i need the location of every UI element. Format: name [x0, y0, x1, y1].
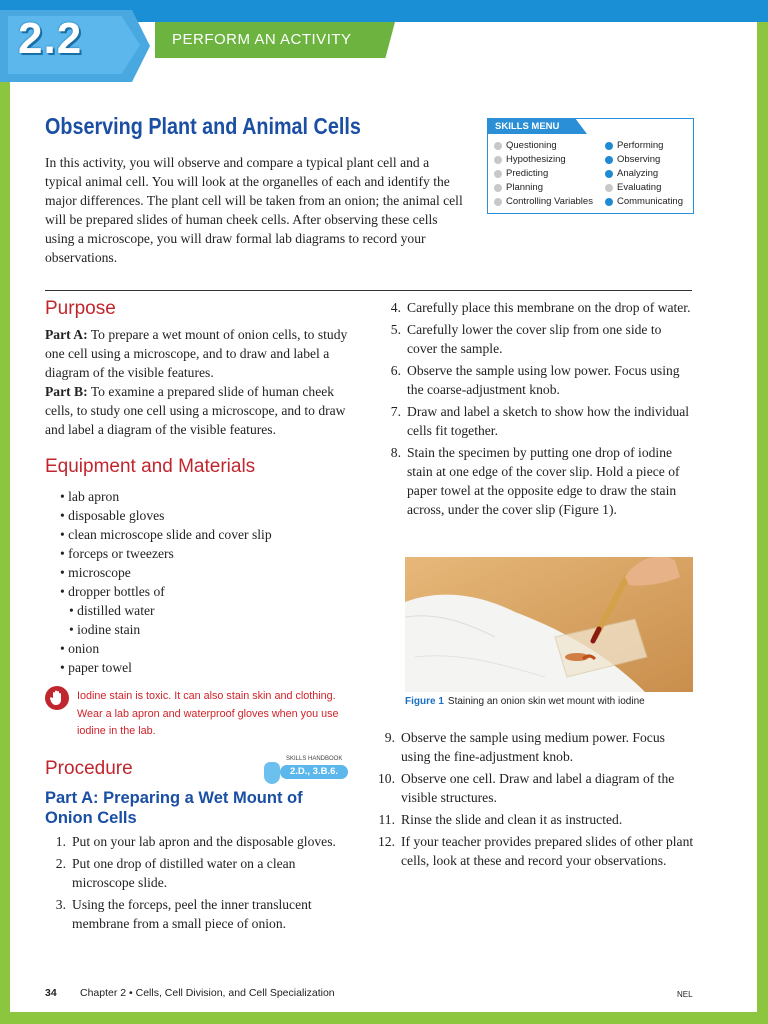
part-b-label: Part B:	[45, 384, 88, 399]
step-text: Carefully lower the cover slip from one side to cover the sample.	[407, 322, 662, 356]
list-item	[46, 832, 356, 851]
list-item	[46, 895, 356, 933]
part-b-text: To examine a prepared slide of human cheek cells, to study one cell using a microscope, and to draw and label a diagram of the visible features.	[45, 384, 346, 437]
step-text: Put on your lab apron and the disposable gloves.	[72, 834, 336, 849]
step-text: Draw and label a sketch to show how the individual cells fit together.	[407, 404, 690, 438]
skill-label: Observing	[617, 154, 661, 165]
list-item: • dropper bottles of	[60, 584, 165, 599]
skills-menu-title: SKILLS MENU	[495, 121, 560, 132]
step-number: 3.	[55, 897, 66, 912]
step-number: 7.	[390, 404, 401, 419]
skill-bullet-icon	[494, 184, 502, 192]
skills-handbook-badge	[262, 756, 350, 786]
step-text: Observe the sample using low power. Focus using the coarse-adjustment knob.	[407, 363, 680, 397]
skill-item	[494, 167, 593, 181]
step-text: Stain the specimen by putting one drop of iodine stain at one edge of the cover slip. Hold a piece of paper towel at the opposite edge to draw the stain across, under the cover slip (Figure 1).	[407, 445, 680, 517]
step-number: 9.	[384, 730, 395, 745]
skill-item	[605, 195, 683, 209]
left-margin-rule	[0, 70, 10, 1024]
skill-bullet-icon	[494, 142, 502, 150]
list-item	[381, 298, 693, 317]
skill-bullet-icon	[605, 198, 613, 206]
purpose-text	[45, 325, 350, 439]
step-text: Put one drop of distilled water on a clean microscope slide.	[72, 856, 296, 890]
list-item	[375, 728, 695, 766]
equipment-heading: Equipment and Materials	[45, 456, 256, 477]
step-number: 8.	[390, 445, 401, 460]
step-number: 2.	[55, 856, 66, 871]
equipment-list	[60, 487, 272, 677]
skill-item	[494, 181, 593, 195]
skill-item	[605, 167, 683, 181]
caution-hand-icon	[45, 686, 69, 710]
procedure-steps-right-bottom	[375, 728, 695, 873]
list-item	[375, 769, 695, 807]
skill-bullet-icon	[605, 170, 613, 178]
list-item	[375, 832, 695, 870]
list-item: • forceps or tweezers	[60, 546, 174, 561]
step-text: Observe the sample using medium power. Focus using the fine-adjustment knob.	[401, 730, 665, 764]
list-item	[381, 320, 693, 358]
figure-label: Figure 1	[405, 696, 444, 707]
skill-item	[605, 139, 683, 153]
list-item: • microscope	[60, 565, 131, 580]
intro-paragraph: In this activity, you will observe and compare a typical plant cell and a typical animal cell. You will look at the organelles of each and identify the major differences. The plant cell will be taken from an onion; the animal cell will be prepared slides of human cheek cells. After observing these cells using a microscope, you will draw formal lab diagrams to record your observations.	[45, 155, 463, 265]
skill-label: Performing	[617, 140, 664, 151]
step-text: If your teacher provides prepared slides of other plant cells, look at these and record your observations.	[401, 834, 694, 868]
publisher-footer: NEL	[677, 990, 693, 999]
step-number: 4.	[390, 300, 401, 315]
step-number: 1.	[55, 834, 66, 849]
step-text: Using the forceps, peel the inner translucent membrane from a small piece of onion.	[72, 897, 312, 931]
skill-label: Controlling Variables	[506, 196, 593, 207]
skill-bullet-icon	[605, 184, 613, 192]
chapter-footer: Chapter 2 • Cells, Cell Division, and Cell Specialization	[80, 987, 335, 999]
part-a-label: Part A:	[45, 327, 88, 342]
bottom-margin-rule	[0, 1012, 768, 1024]
skills-column-right	[605, 139, 683, 209]
bottle-icon	[264, 762, 280, 784]
skill-label: Evaluating	[617, 182, 662, 193]
step-number: 6.	[390, 363, 401, 378]
section-divider	[45, 290, 692, 291]
list-item	[381, 402, 693, 440]
skill-label: Hypothesizing	[506, 154, 566, 165]
skills-handbook-ref: 2.D., 3.B.6.	[280, 765, 348, 779]
skill-label: Analyzing	[617, 168, 659, 179]
list-item	[381, 443, 693, 519]
list-item: • iodine stain	[69, 622, 141, 637]
step-number: 12.	[378, 834, 395, 849]
part-a-text: To prepare a wet mount of onion cells, to study one cell using a microscope, and to draw and label a diagram of the visible features.	[45, 327, 348, 380]
list-item: • clean microscope slide and cover slip	[60, 527, 272, 542]
page-number: 34	[45, 987, 57, 999]
skill-label: Communicating	[617, 196, 683, 207]
skill-label: Planning	[506, 182, 543, 193]
skills-menu	[487, 118, 694, 214]
list-item: • distilled water	[69, 603, 155, 618]
step-text: Carefully place this membrane on the drop of water.	[407, 300, 691, 315]
step-number: 10.	[378, 771, 395, 786]
figure-caption-text: Staining an onion skin wet mount with iodine	[447, 696, 645, 707]
procedure-heading: Procedure	[45, 758, 133, 779]
section-number: 2.2	[18, 14, 83, 63]
figure-photo	[405, 557, 693, 692]
procedure-steps-right-top	[381, 298, 693, 522]
skill-bullet-icon	[494, 156, 502, 164]
step-text: Rinse the slide and clean it as instructed.	[401, 812, 623, 827]
list-item	[381, 361, 693, 399]
skills-handbook-label: SKILLS HANDBOOK	[286, 756, 343, 762]
skill-bullet-icon	[494, 170, 502, 178]
part-a-heading: Part A: Preparing a Wet Mount of Onion Cells	[45, 789, 303, 827]
skill-item	[494, 153, 593, 167]
step-number: 5.	[390, 322, 401, 337]
step-number: 11.	[378, 812, 395, 827]
skill-label: Questioning	[506, 140, 557, 151]
skill-bullet-icon	[605, 142, 613, 150]
skill-item	[494, 139, 593, 153]
step-text: Observe one cell. Draw and label a diagram of the visible structures.	[401, 771, 675, 805]
skills-column-left	[494, 139, 593, 209]
skill-label: Predicting	[506, 168, 549, 179]
list-item: • paper towel	[60, 660, 132, 675]
skill-item	[605, 181, 683, 195]
page-title: Observing Plant and Animal Cells	[45, 113, 361, 139]
list-item	[375, 810, 695, 829]
skill-item	[494, 195, 593, 209]
procedure-steps-left	[46, 832, 356, 936]
activity-label: PERFORM AN ACTIVITY	[172, 31, 352, 48]
skill-bullet-icon	[605, 156, 613, 164]
purpose-heading: Purpose	[45, 298, 116, 319]
figure-caption	[405, 696, 645, 707]
skill-item	[605, 153, 683, 167]
skill-bullet-icon	[494, 198, 502, 206]
list-item: • lab apron	[60, 489, 120, 504]
list-item: • disposable gloves	[60, 508, 165, 523]
right-margin-rule	[757, 22, 768, 1024]
list-item	[46, 854, 356, 892]
list-item: • onion	[60, 641, 100, 656]
caution-text: Iodine stain is toxic. It can also stain skin and clothing. Wear a lab apron and waterproof gloves when you use iodine in the lab.	[77, 690, 339, 737]
